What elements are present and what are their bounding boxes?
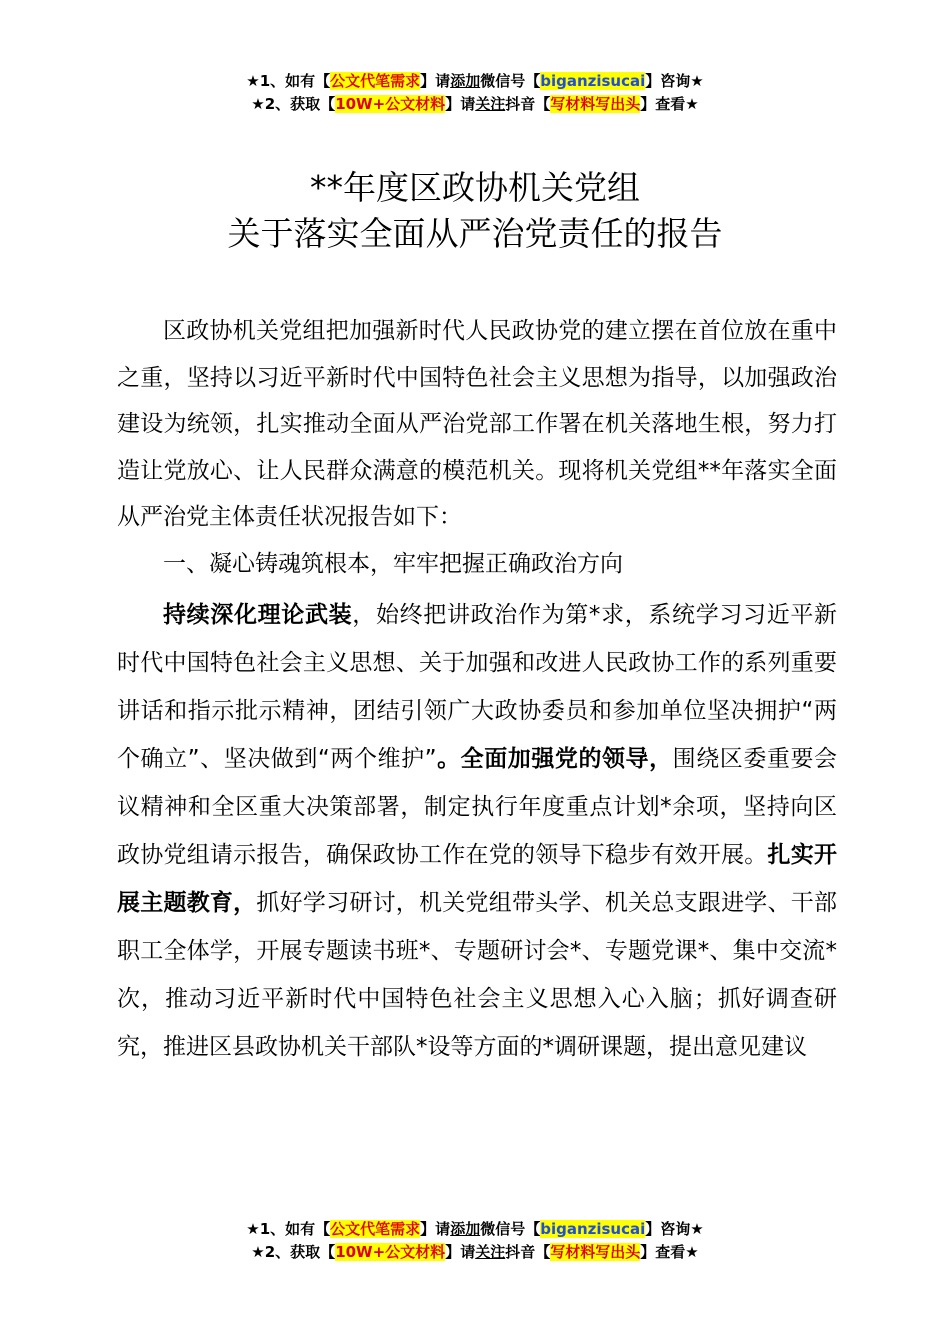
banner-line-2: ★2、获取【10W+公文材料】请关注抖音【写材料写出头】查看★ — [251, 95, 699, 113]
title-line-2: 关于落实全面从严治党责任的报告 — [227, 214, 723, 253]
intro-paragraph: 区政协机关党组把加强新时代人民政协党的建立摆在首位放在重中之重，坚持以习近平新时代中国特色社会主义思想为指导，以加强政治建设为统领，扎实推动全面从严治党部工作署在机关落地生根，努力打造让党放心、让人民群众满意的模范机关。现将机关党组**年落实全面从严治党主体责任状况报告如下： — [117, 318, 837, 530]
highlight-service: 公文代笔需求 — [330, 72, 421, 90]
title-line-1: **年度区政协机关党组 — [310, 168, 640, 207]
footer-line-2: ★2、获取【10W+公文材料】请关注抖音【写材料写出头】查看★ — [251, 1243, 699, 1261]
banner-line-1: ★1、如有【公文代笔需求】请添加微信号【biganzisucai】咨询★ — [246, 72, 704, 90]
highlight-douyin: 写材料写出头 — [550, 95, 641, 113]
header-banner — [0, 70, 950, 116]
footer-line-1: ★1、如有【公文代笔需求】请添加微信号【biganzisucai】咨询★ — [246, 1220, 704, 1238]
highlight-materials: 10W+公文材料 — [335, 95, 446, 113]
highlight-wechat-id: biganzisucai — [540, 72, 646, 90]
section-heading-1: 一、凝心铸魂筑根本，牢牢把握正确政治方向 — [163, 550, 623, 577]
document-body — [117, 308, 837, 1071]
footer-banner — [0, 1218, 950, 1264]
document-title — [0, 165, 950, 257]
paragraph-theory: 持续深化理论武装，始终把讲政治作为第*求，系统学习习近平新时代中国特色社会主义思想、关于加强和改进人民政协工作的系列重要讲话和指示批示精神，团结引领广大政协委员和参加单位坚决拥护“两个确立”、坚决做到“两个维护”。全面加强党的领导，围绕区委重要会议精神和全区重大决策部署，制定执行年度重点计划*余项，坚持向区政协党组请示报告，确保政协工作在党的领导下稳步有效开展。扎实开展主题教育，抓好学习研讨，机关党组带头学、机关总支跟进学、干部职工全体学，开展专题读书班*、专题研讨会*、专题党课*、集中交流*次，推动习近平新时代中国特色社会主义思想入心入脑；抓好调查研究，推进区县政协机关干部队*设等方面的*调研课题，提出意见建议 — [117, 602, 838, 1060]
